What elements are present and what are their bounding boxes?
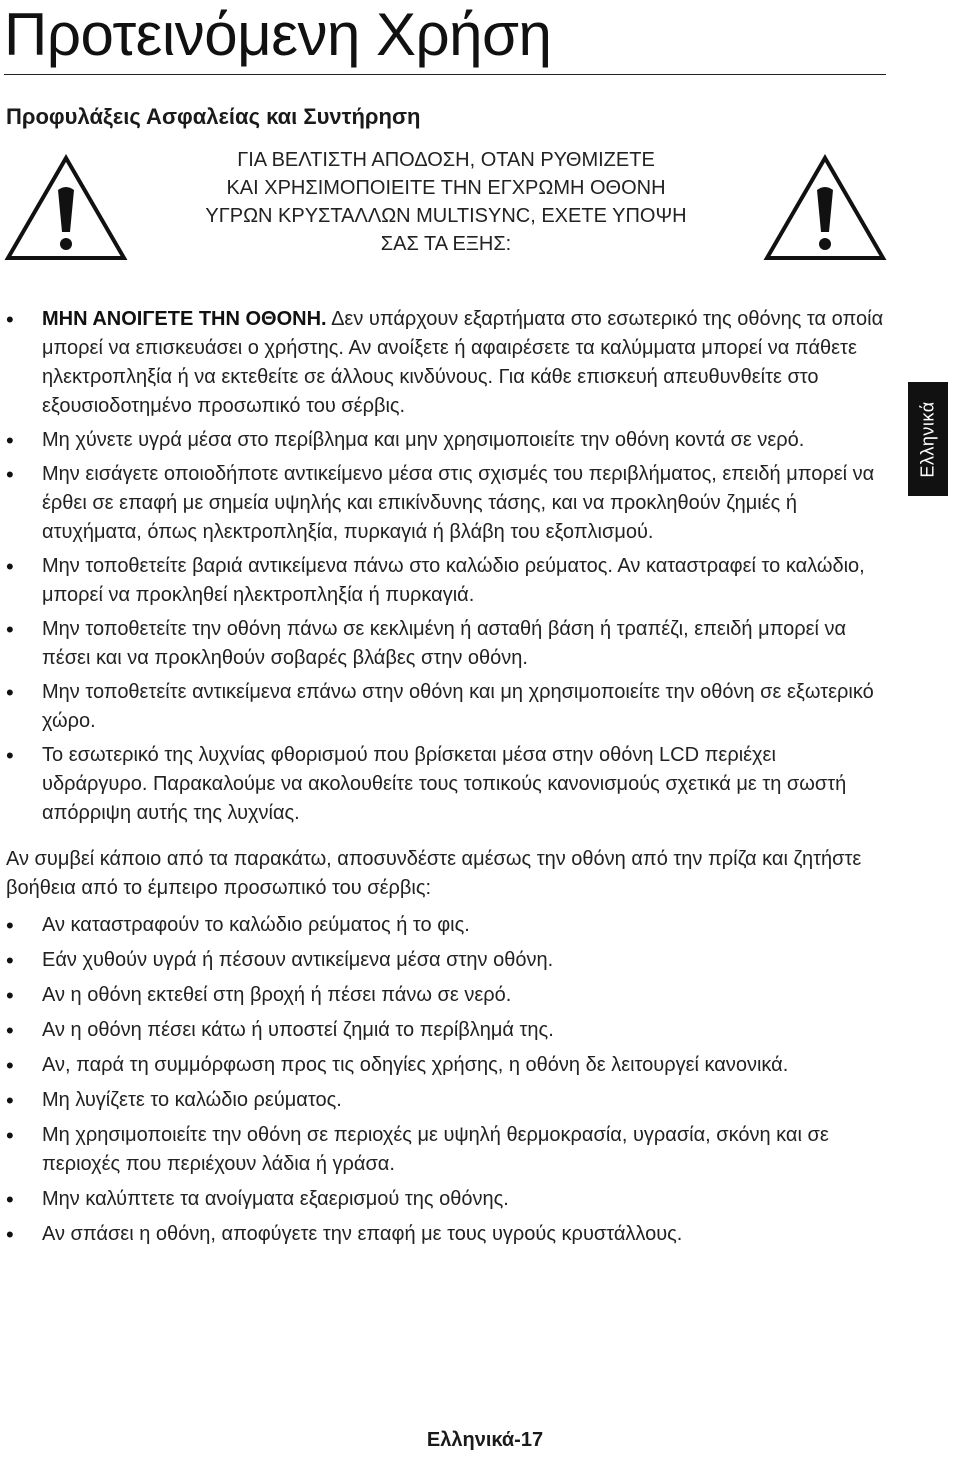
list-item [6,426,886,455]
list-item-text: Το εσωτερικό της λυχνίας φθορισμού που βρίσκεται μέσα στην οθόνη LCD περιέχει υδράργυρο. Παρακαλούμε να ακολουθείτε τους τοπικούς κανονισμούς σχετικά με τη σωστή απόρριψη αυτής της λυχνίας. [42,744,847,824]
list-item: • Αν καταστραφούν το καλώδιο ρεύματος ή το φις. [6,911,886,940]
warning-line: ΥΓΡΩΝ ΚΡΥΣΤΑΛΛΩΝ MULTISYNC, ΕΧΕΤΕ ΥΠΟΨΗ [205,205,687,227]
warning-line: ΚΑΙ ΧΡΗΣΙΜΟΠΟΙΕΙΤΕ ΤΗΝ ΕΓΧΡΩΜΗ ΟΘΟΝΗ [226,177,666,199]
list-item [6,741,886,828]
list-item: • Αν, παρά τη συμμόρφωση προς τις οδηγίες χρήσης, η οθόνη δε λειτουργεί κανονικά. [6,1051,886,1080]
section-heading: Προφυλάξεις Ασφαλείας και Συντήρηση [6,104,421,129]
page-title: Προτεινόμενη Χρήση [4,1,552,68]
list-item: • Αν σπάσει η οθόνη, αποφύγετε την επαφή με τους υγρούς κρυστάλλους. [6,1220,886,1249]
list-item-text: Μην εισάγετε οποιοδήποτε αντικείμενο μέσα στις σχισμές του περιβλήματος, επειδή μπορεί να έρθει σε επαφή με σημεία υψηλής και επικίνδυνης τάσης, και να προκληθούν ζημιές ή ατυχήματα, όπως ηλεκτροπληξία, πυρκαγιά ή βλάβη του εξοπλισμού. [42,463,875,543]
page-footer: Ελληνικά-17 [426,1429,544,1451]
list-item [6,615,886,673]
language-tab-label: Ελληνικά [917,400,938,478]
title-divider [4,74,886,75]
warning-triangle-icon [763,154,887,262]
precautions-list [6,305,886,828]
list-item: • Εάν χυθούν υγρά ή πέσουν αντικείμενα μέσα στην οθόνη. [6,946,886,975]
list-item: • Μη λυγίζετε το καλώδιο ρεύματος. [6,1086,886,1115]
list-item-text: Μην τοποθετείτε αντικείμενα επάνω στην οθόνη και μη χρησιμοποιείτε την οθόνη σε εξωτερικό χώρο. [42,681,874,732]
disconnect-list [6,911,886,1249]
warning-triangle-icon [4,154,128,262]
list-item-text: Μη χύνετε υγρά μέσα στο περίβλημα και μην χρησιμοποιείτε την οθόνη κοντά σε νερό. [42,429,805,451]
list-item-text: Δεν υπάρχουν εξαρτήματα στο εσωτερικό της οθόνης τα οποία μπορεί να επισκευάσει ο χρήστης. Αν ανοίξετε ή αφαιρέσετε τα καλύμματα μπορεί να πάθετε ηλεκτροπληξία ή να εκτεθείτε σε άλλους κινδύνους. Για κάθε επισκευή απευθυνθείτε στο εξουσιοδοτημένο προσωπικό του σέρβις. [42,308,884,417]
language-side-tab [908,382,948,496]
warning-notice [140,146,752,258]
list-item: • Αν η οθόνη πέσει κάτω ή υποστεί ζημιά το περίβλημά της. [6,1016,886,1045]
list-item: • Αν η οθόνη εκτεθεί στη βροχή ή πέσει πάνω σε νερό. [6,981,886,1010]
list-item [6,678,886,736]
list-item-emphasis: ΜΗΝ ΑΝΟΙΓΕΤΕ ΤΗΝ ΟΘΟΝΗ. [42,308,327,330]
list-item [6,552,886,610]
list-item [6,305,886,421]
list-item: • Μην καλύπτετε τα ανοίγματα εξαερισμού της οθόνης. [6,1185,886,1214]
warning-line: ΣΑΣ ΤΑ ΕΞΗΣ: [380,233,512,255]
list-item-text: Μην τοποθετείτε την οθόνη πάνω σε κεκλιμένη ή ασταθή βάση ή τραπέζι, επειδή μπορεί να πέσει και να προκληθούν σοβαρές βλάβες στην οθόνη. [42,618,847,669]
list-item [6,460,886,547]
list-item-text: Μην τοποθετείτε βαριά αντικείμενα πάνω στο καλώδιο ρεύματος. Αν καταστραφεί το καλώδιο, μπορεί να προκληθεί ηλεκτροπληξία ή πυρκαγιά. [42,555,865,606]
warning-line: ΓΙΑ ΒΕΛΤΙΣΤΗ ΑΠΟΔΟΣΗ, ΟΤΑΝ ΡΥΘΜΙΖΕΤΕ [237,149,655,171]
list-item: • Μη χρησιμοποιείτε την οθόνη σε περιοχές με υψηλή θερμοκρασία, υγρασία, σκόνη και σε περιοχές που περιέχουν λάδια ή γράσα. [6,1121,886,1179]
main-content [6,305,886,1255]
disconnect-intro: Αν συμβεί κάποιο από τα παρακάτω, αποσυνδέστε αμέσως την οθόνη από την πρίζα και ζητήστε βοήθεια από το έμπειρο προσωπικό του σέρβις: [6,848,862,899]
